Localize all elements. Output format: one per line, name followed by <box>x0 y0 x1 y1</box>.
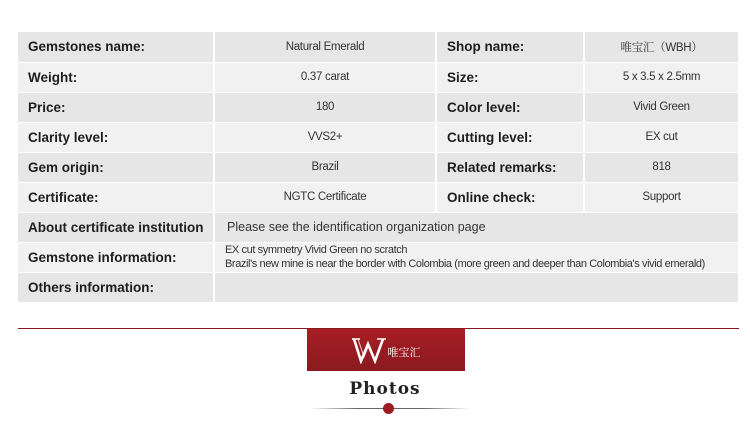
gem-origin-value: Brazil <box>214 152 436 182</box>
cutting-level-value: EX cut <box>584 122 739 152</box>
price-value: 180 <box>214 92 436 122</box>
cutting-level-label: Cutting level: <box>436 122 584 152</box>
shop-name-label: Shop name: <box>436 32 584 62</box>
online-check-value: Support <box>584 182 739 212</box>
certificate-label: Certificate: <box>18 182 214 212</box>
clarity-level-value: VVS2+ <box>214 122 436 152</box>
table-row <box>18 272 739 302</box>
others-information-label: Others information: <box>18 272 214 302</box>
color-level-label: Color level: <box>436 92 584 122</box>
gem-origin-label: Gem origin: <box>18 152 214 182</box>
gemstone-information-value <box>214 242 739 272</box>
shop-name-value: 唯宝汇（WBH） <box>584 32 739 62</box>
table-row <box>18 212 739 242</box>
gemstone-name-value: Natural Emerald <box>214 32 436 62</box>
table-row <box>18 242 739 272</box>
gem-spec-table <box>18 32 740 303</box>
photos-section-title: Photos <box>349 379 421 399</box>
gemstone-name-label: Gemstones name: <box>18 32 214 62</box>
clarity-level-label: Clarity level: <box>18 122 214 152</box>
size-value: 5 x 3.5 x 2.5mm <box>584 62 739 92</box>
table-row <box>18 152 739 182</box>
certificate-value: NGTC Certificate <box>214 182 436 212</box>
weight-value: 0.37 carat <box>214 62 436 92</box>
table-row <box>18 62 739 92</box>
w-logo-icon <box>352 336 386 364</box>
brand-banner <box>307 329 465 371</box>
table-row <box>18 182 739 212</box>
weight-label: Weight: <box>18 62 214 92</box>
brand-name: 唯宝汇 <box>387 347 421 359</box>
gemstone-information-label: Gemstone information: <box>18 242 214 272</box>
about-certificate-label: About certificate institution <box>18 212 214 242</box>
about-certificate-value: Please see the identification organization page <box>214 212 739 242</box>
online-check-label: Online check: <box>436 182 584 212</box>
size-label: Size: <box>436 62 584 92</box>
table-row <box>18 92 739 122</box>
others-information-value <box>214 272 739 302</box>
gemstone-information-line: EX cut symmetry Vivid Green no scratch <box>225 244 408 256</box>
color-level-value: Vivid Green <box>584 92 739 122</box>
title-dot-ornament <box>383 403 394 414</box>
related-remarks-value: 818 <box>584 152 739 182</box>
gemstone-information-line: Brazil's new mine is near the border with Colombia (more green and deeper than Colombia's vivid emerald) <box>225 258 705 270</box>
table-row <box>18 32 739 62</box>
price-label: Price: <box>18 92 214 122</box>
related-remarks-label: Related remarks: <box>436 152 584 182</box>
table-row <box>18 122 739 152</box>
